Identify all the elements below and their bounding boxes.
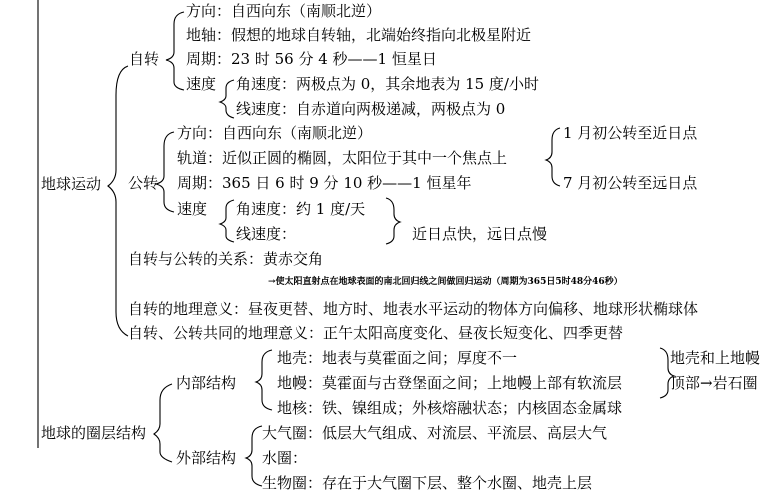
atmosphere-desc: 大气圈：低层大气组成、对流层、平流层、高层大气 (262, 424, 608, 442)
revolution-label: 公转 (128, 174, 159, 192)
rotation-direction: 方向：自西向东（南顺北逆） (186, 2, 382, 20)
internal-structure-label: 内部结构 (176, 374, 237, 392)
revolution-orbit: 轨道：近似正圆的椭圆，太阳位于其中一个焦点上 (177, 149, 508, 167)
earth-motion-title: 地球运动 (41, 175, 102, 193)
relation-note: →使太阳直射点在地球表面的南北回归线之间做回归运动（周期为365日5时48分46秒） (268, 277, 623, 287)
earth-layers-title: 地球的圈层结构 (41, 424, 147, 442)
rotation-significance: 自转的地理意义：昼夜更替、地方时、地表水平运动的物体方向偏移、地球形状椭球体 (128, 300, 699, 318)
hydrosphere-desc: 水圈： (262, 449, 308, 467)
rotation-revolution-relation: 自转与公转的关系：黄赤交角 (128, 250, 324, 268)
aphelion-note: 7 月初公转至远日点 (563, 174, 698, 192)
perihelion-note: 1 月初公转至近日点 (563, 124, 698, 142)
crust-desc: 地壳：地表与莫霍面之间；厚度不一 (277, 349, 518, 367)
rotation-linear-speed: 线速度：自赤道向两极递减，两极点为 0 (236, 100, 506, 118)
rotation-period: 周期：23 时 56 分 4 秒——1 恒星日 (186, 50, 437, 68)
common-significance: 自转、公转共同的地理意义：正午太阳高度变化、昼夜长短变化、四季更替 (128, 324, 624, 342)
revolution-linear-speed: 线速度： (236, 225, 297, 243)
lithosphere-arrow: →岩石圈 (700, 374, 758, 392)
revolution-angular-speed: 角速度：约 1 度/天 (236, 200, 366, 218)
rotation-axis: 地轴：假想的地球自转轴，北端始终指向北极星附近 (186, 26, 532, 44)
crust-mantle-group-label: 地壳和上地幔 (670, 349, 761, 367)
rotation-label: 自转 (129, 50, 160, 68)
external-structure-label: 外部结构 (176, 449, 237, 467)
revolution-period: 周期：365 日 6 时 9 分 10 秒——1 恒星年 (177, 174, 472, 192)
crust-mantle-group-label-2: 顶部 (670, 374, 701, 392)
revolution-speed-label: 速度 (177, 200, 208, 218)
rotation-speed-label: 速度 (186, 75, 217, 93)
mantle-desc: 地幔：莫霍面与古登堡面之间；上地幔上部有软流层 (277, 374, 623, 392)
speed-note: 近日点快，远日点慢 (412, 225, 548, 243)
revolution-direction: 方向：自西向东（南顺北逆） (177, 124, 373, 142)
rotation-angular-speed: 角速度：两极点为 0，其余地表为 15 度/小时 (236, 75, 539, 93)
core-desc: 地核：铁、镍组成；外核熔融状态；内核固态金属球 (277, 399, 623, 417)
biosphere-desc: 生物圈：存在于大气圈下层、整个水圈、地壳上层 (262, 474, 593, 492)
